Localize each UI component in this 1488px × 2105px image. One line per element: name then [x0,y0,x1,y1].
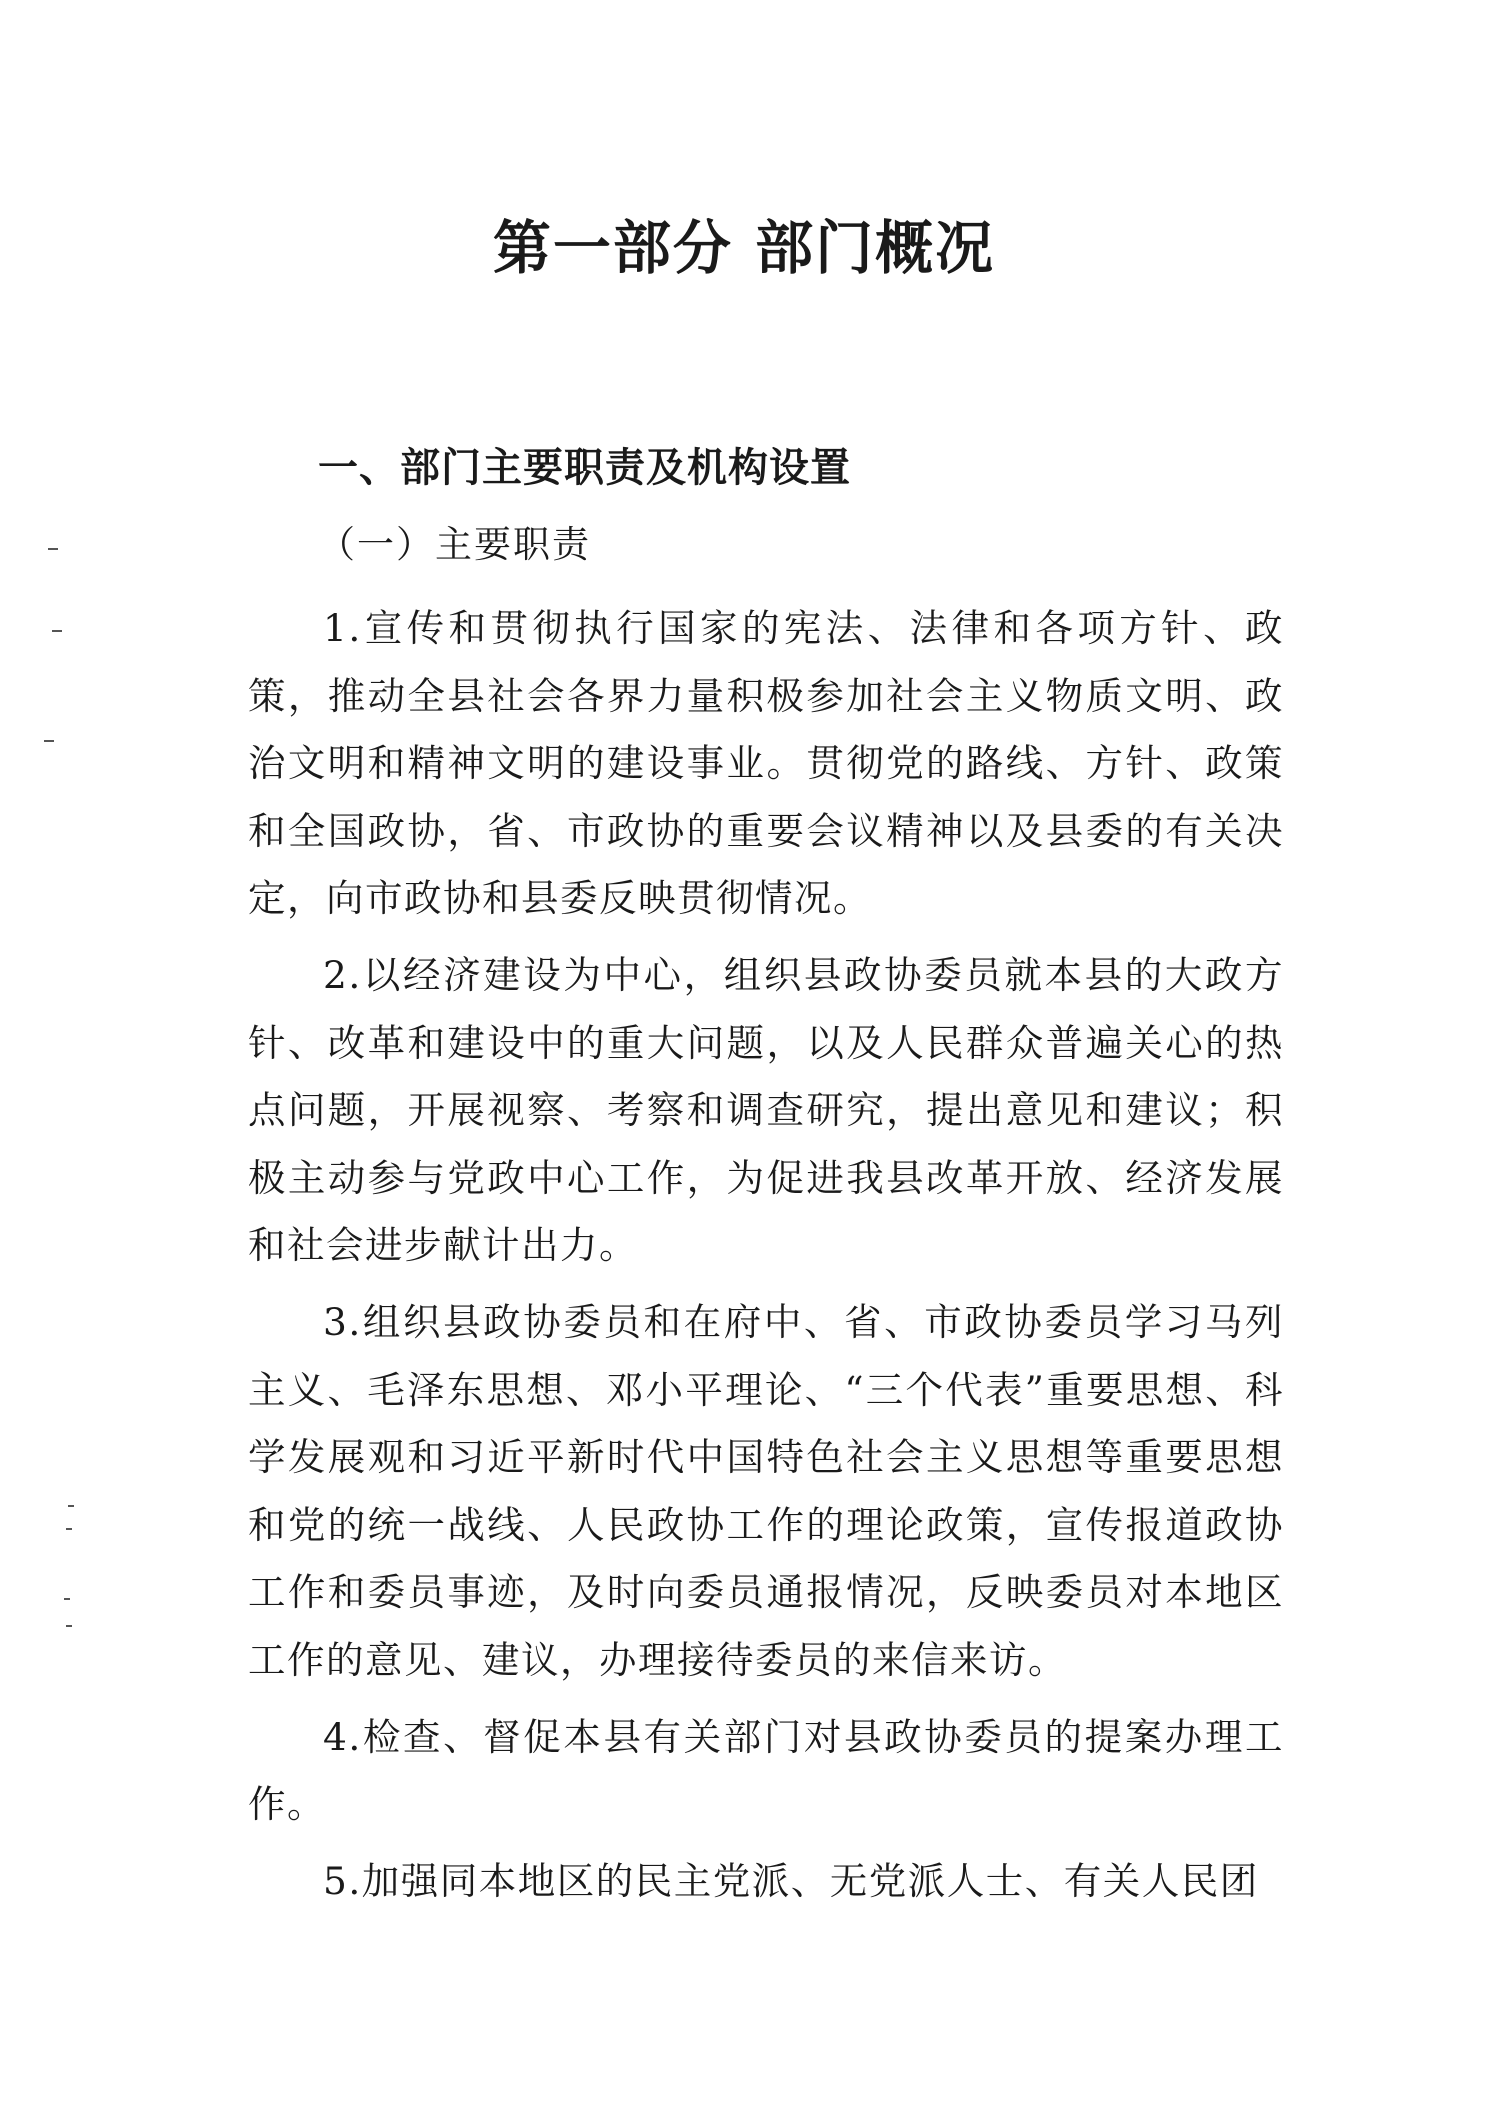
scan-mark [44,740,54,742]
paragraph-4: 4.检查、督促本县有关部门对县政协委员的提案办理工作。 [248,1714,1284,1827]
paragraph-1: 1.宣传和贯彻执行国家的宪法、法律和各项方针、政策，推动全县社会各界力量积极参加社会主义物质文明、政治文明和精神文明的建设事业。贯彻党的路线、方针、政策和全国政协，省、市政协的重要会议精神以及县委的有关决定，向市政协和县委反映贯彻情况。 [248,606,1284,921]
body-text [248,595,1284,1924]
scan-mark [48,548,58,550]
scan-mark [66,1625,72,1627]
paragraph-3: 3.组织县政协委员和在府中、省、市政协委员学习马列主义、毛泽东思想、邓小平理论、“三个代表”重要思想、科学发展观和习近平新时代中国特色社会主义思想等重要思想和党的统一战线、人民政协工作的理论政策，宣传报道政协工作和委员事迹，及时向委员通报情况，反映委员对本地区工作的意见、建议，办理接待委员的来信来访。 [248,1299,1284,1682]
paragraph-5: 5.加强同本地区的民主党派、无党派人士、有关人民团 [323,1858,1259,1903]
scan-mark [66,1528,72,1530]
scan-mark [52,630,62,632]
scan-mark [68,1505,74,1507]
scan-mark [64,1598,70,1600]
page-title: 第一部分 部门概况 [492,214,996,282]
section-heading: 一、部门主要职责及机构设置 [318,445,851,491]
paragraph-2: 2.以经济建设为中心，组织县政协委员就本县的大政方针、改革和建设中的重大问题，以及人民群众普遍关心的热点问题，开展视察、考察和调查研究，提出意见和建议；积极主动参与党政中心工作，为促进我县改革开放、经济发展和社会进步献计出力。 [248,952,1284,1268]
sub-heading: （一）主要职责 [318,523,591,566]
